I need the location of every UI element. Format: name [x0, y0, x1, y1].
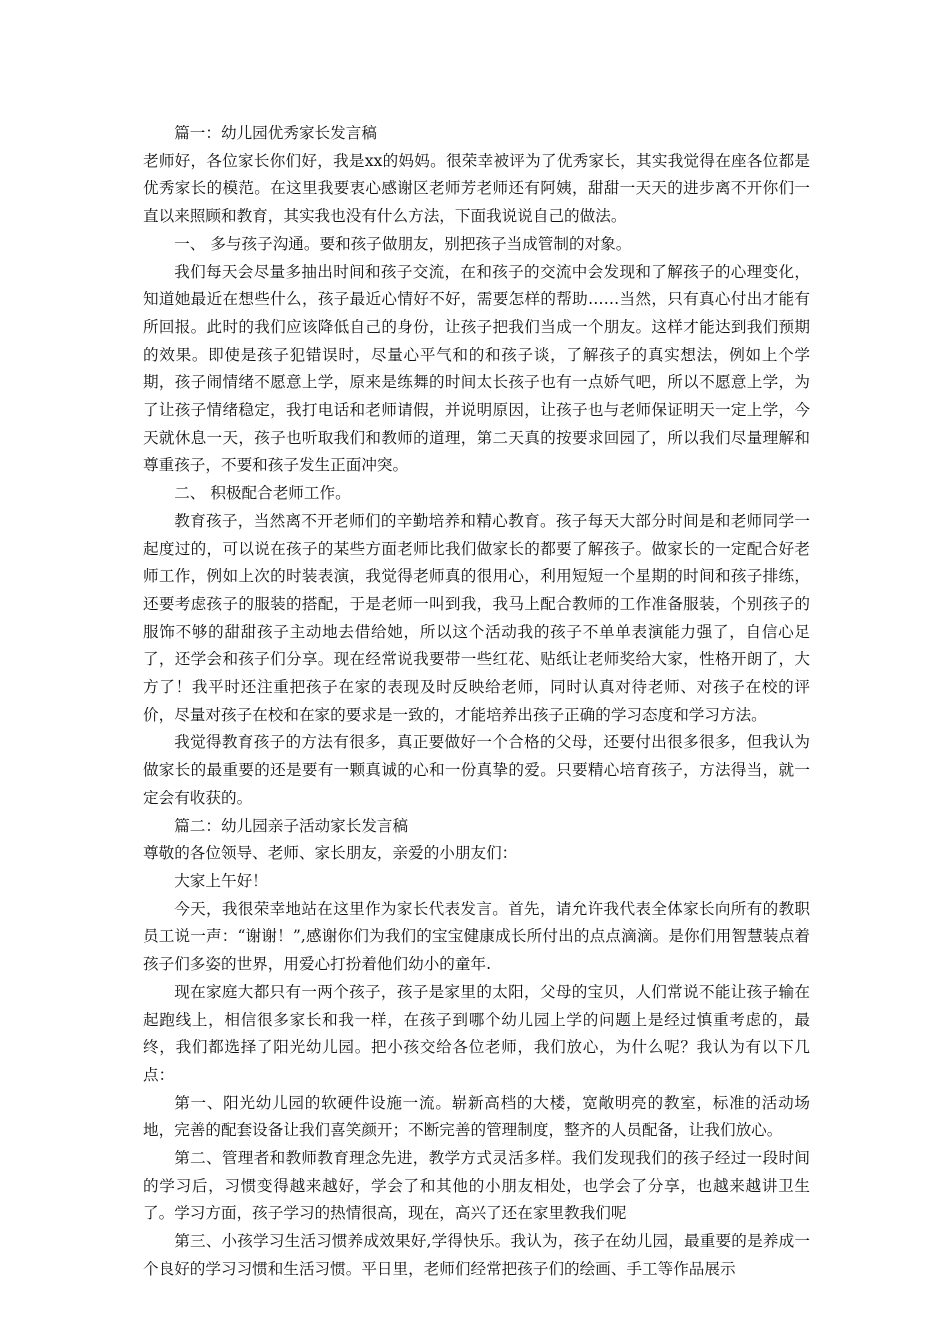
paragraph: 二、 积极配合老师工作。 — [174, 484, 351, 503]
paragraph: 老师好，各位家长你们好，我是xx的妈妈。很荣幸被评为了优秀家长，其实我觉得在座各位都是优秀家长的模范。在这里我要衷心感谢区老师芳老师还有阿姨，甜甜一天天的进步离不开你们一直以来照顾和教育，其实我也没有什么方法，下面我说说自己的做法。 — [143, 151, 810, 226]
section-heading-2: 篇二：幼儿园亲子活动家长发言稿 — [174, 816, 409, 835]
paragraph: 尊敬的各位领导、老师、家长朋友，亲爱的小朋友们： — [143, 844, 518, 863]
paragraph: 教育孩子，当然离不开老师们的辛勤培养和精心教育。孩子每天大部分时间是和老师同学一起度过的，可以说在孩子的某些方面老师比我们做家长的都要了解孩子。做家长的一定配合好老师工作，例如上次的时装表演，我觉得老师真的很用心，利用短短一个星期的时间和孩子排练，还要考虑孩子的服装的搭配，于是老师一叫到我，我马上配合教师的工作准备服装，个别孩子的服饰不够的甜甜孩子主动地去借给她，所以这个活动我的孩子不单单表演能力强了，自信心足了，还学会和孩子们分享。现在经常说我要带一些红花、贴纸让老师奖给大家，性格开朗了，大方了！我平时还注重把孩子在家的表现及时反映给老师，同时认真对待老师、对孩子在校的评价，尽量对孩子在校和在家的要求是一致的，才能培养出孩子正确的学习态度和学习方法。 — [143, 511, 810, 724]
paragraph: 一、 多与孩子沟通。要和孩子做朋友，别把孩子当成管制的对象。 — [174, 234, 632, 253]
paragraph: 我们每天会尽量多抽出时间和孩子交流，在和孩子的交流中会发现和了解孩子的心理变化，知道她最近在想些什么，孩子最近心情好不好，需要怎样的帮助……当然，只有真心付出才能有所回报。此时的我们应该降低自己的身份，让孩子把我们当成一个朋友。这样才能达到我们预期的效果。即使是孩子犯错误时，尽量心平气和的和孩子谈，了解孩子的真实想法，例如上个学期，孩子闹情绪不愿意上学，原来是练舞的时间太长孩子也有一点娇气吧，所以不愿意上学，为了让孩子情绪稳定，我打电话和老师请假，并说明原因，让孩子也与老师保证明天一定上学，今天就休息一天，孩子也听取我们和教师的道理，第二天真的按要求回园了，所以我们尽量理解和尊重孩子，不要和孩子发生正面冲突。 — [143, 262, 810, 475]
section-heading-1: 篇一：幼儿园优秀家长发言稿 — [174, 124, 377, 142]
paragraph: 第三、小孩学习生活习惯养成效果好,学得快乐。我认为，孩子在幼儿园，最重要的是养成一个良好的学习习惯和生活习惯。平日里，老师们经常把孩子们的绘画、手工等作品展示 — [143, 1232, 810, 1278]
paragraph: 现在家庭大都只有一两个孩子，孩子是家里的太阳，父母的宝贝，人们常说不能让孩子输在起跑线上，相信很多家长和我一样，在孩子到哪个幼儿园上学的问题上是经过慎重考虑的，最终，我们都选择了阳光幼儿园。把小孩交给各位老师，我们放心，为什么呢？我认为有以下几点： — [143, 982, 810, 1084]
paragraph: 我觉得教育孩子的方法有很多，真正要做好一个合格的父母，还要付出很多很多，但我认为做家长的最重要的还是要有一颗真诚的心和一份真挚的爱。只要精心培育孩子，方法得当，就一定会有收获的。 — [143, 733, 810, 807]
paragraph: 第一、阳光幼儿园的软硬件设施一流。崭新高档的大楼，宽敞明亮的教室，标准的活动场地，完善的配套设备让我们喜笑颜开；不断完善的管理制度，整齐的人员配备，让我们放心。 — [143, 1093, 810, 1140]
paragraph: 第二、管理者和教师教育理念先进，教学方式灵活多样。我们发现我们的孩子经过一段时间的学习后，习惯变得越来越好，学会了和其他的小朋友相处，也学会了分享，也越来越讲卫生了。学习方面，孩子学习的热情很高，现在，高兴了还在家里教我们呢 — [143, 1149, 810, 1223]
paragraph: 大家上午好！ — [174, 871, 268, 890]
paragraph: 今天，我很荣幸地站在这里作为家长代表发言。首先，请允许我代表全体家长向所有的教职员工说一声：“谢谢！”,感谢你们为我们的宝宝健康成长所付出的点点滴滴。是你们用智慧装点着孩子们多姿的世界，用爱心打扮着他们幼小的童年. — [143, 899, 810, 974]
